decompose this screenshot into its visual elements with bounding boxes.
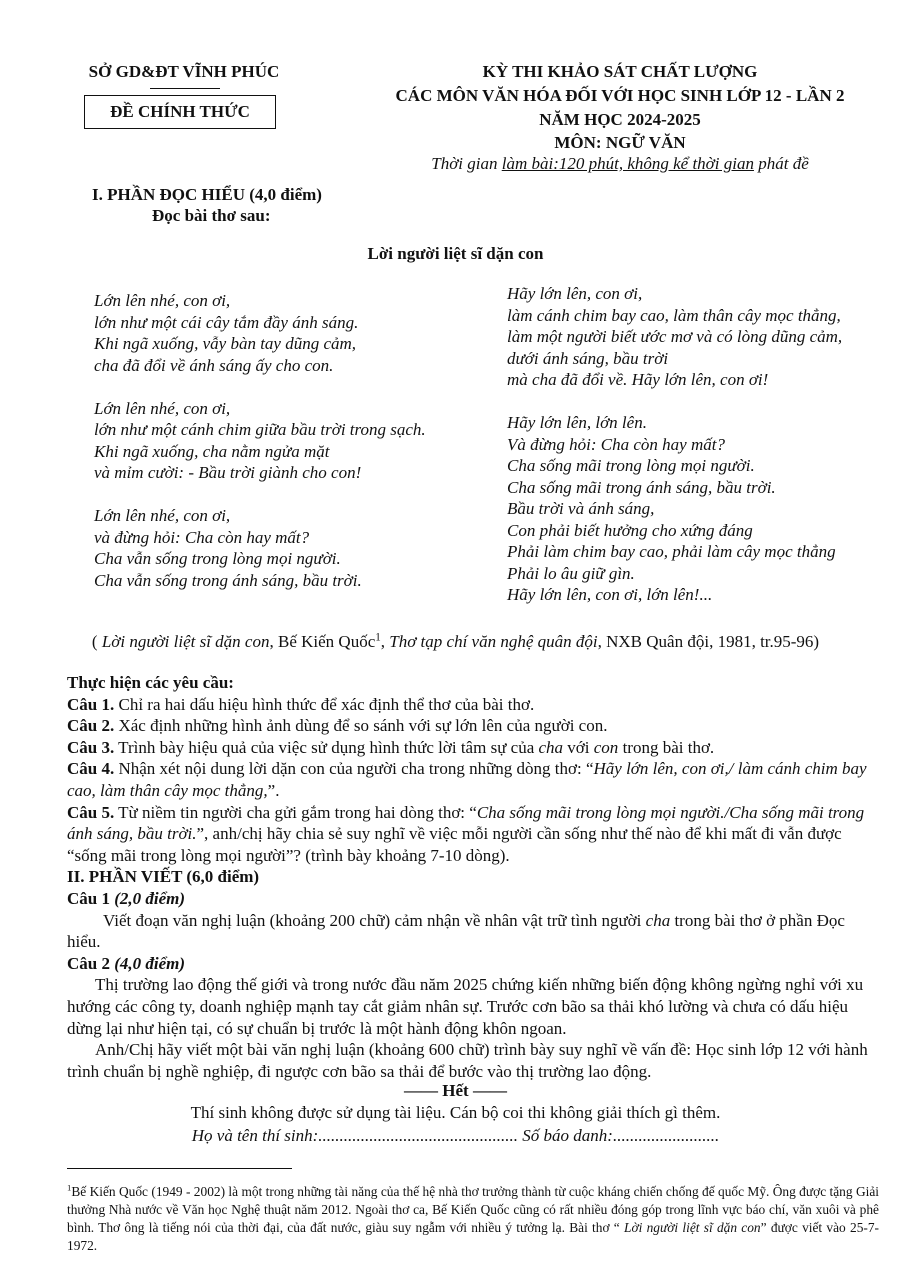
exam-body bbox=[67, 672, 879, 1082]
poem-citation: ( Lời người liệt sĩ dặn con, Bế Kiến Quốc$^1$, Thơ tạp chí văn nghệ quân đội, NXB Quân đội, 1981, tr.95-96) bbox=[91, 631, 820, 651]
official-exam-label: ĐỀ CHÍNH THỨC bbox=[84, 95, 276, 129]
question-2: Câu 2. Xác định những hình ảnh dùng để so sánh với sự lớn lên của người con. bbox=[67, 716, 608, 736]
poem-line: và mỉm cười: - Bầu trời giành cho con! bbox=[94, 463, 362, 482]
poem-right-column bbox=[507, 283, 842, 606]
poem-left-column bbox=[94, 290, 426, 591]
poem-line: mà cha đã đổi về. Hãy lớn lên, con ơi! bbox=[507, 370, 769, 389]
writing-question-1: Viết đoạn văn nghị luận (khoảng 200 chữ) cảm nhận về nhân vật trữ tình người cha trong bài thơ ở phần Đọc hiểu. bbox=[67, 910, 845, 952]
writing-question-2-prompt: Anh/Chị hãy viết một bài văn nghị luận (khoảng 600 chữ) trình bày suy nghĩ về vấn đề: Học sinh lớp 12 với hành trình chuẩn bị nghề nghiệp, đi ngược cơn bão sa thải để bước vào thị trường lao động. bbox=[67, 1040, 868, 1081]
poem-line: làm cánh chim bay cao, làm thân cây mọc thẳng, bbox=[507, 305, 841, 325]
poem-line: lớn như một cánh chim giữa bầu trời trong sạch. bbox=[94, 420, 426, 439]
poem-line: Hãy lớn lên, con ơi, lớn lên!... bbox=[507, 585, 713, 604]
poem-line: Hãy lớn lên, con ơi, bbox=[507, 284, 643, 303]
poem-line: Con phải biết hưởng cho xứng đáng bbox=[507, 520, 753, 540]
section-1-heading: I. PHẦN ĐỌC HIỂU (4,0 điểm) bbox=[92, 185, 322, 204]
poem-title: Lời người liệt sĩ dặn con bbox=[367, 244, 544, 263]
stanza-gap bbox=[94, 376, 426, 398]
poem-line: dưới ánh sáng, bầu trời bbox=[507, 348, 669, 368]
question-4: Câu 4. Nhận xét nội dung lời dặn con của người cha trong những dòng thơ: “Hãy lớn lên, con ơi,/ làm cánh chim bay cao, làm thân cây mọc thẳng,”. bbox=[67, 759, 867, 800]
subject: MÔN: NGỮ VĂN bbox=[554, 133, 686, 152]
writing-question-2-label: Câu 2 (4,0 điểm) bbox=[67, 953, 186, 973]
poem-line: lớn như một cái cây tắm đầy ánh sáng. bbox=[94, 312, 359, 332]
poem-line: và đừng hỏi: Cha còn hay mất? bbox=[94, 527, 310, 547]
footnote-divider bbox=[67, 1168, 292, 1169]
writing-question-1-label: Câu 1 (2,0 điểm) bbox=[67, 888, 186, 908]
school-year: NĂM HỌC 2024-2025 bbox=[539, 110, 701, 129]
poem-line: Cha vẫn sống trong ánh sáng, bầu trời. bbox=[94, 570, 362, 590]
poem-line: Phải làm chim bay cao, phải làm cây mọc thẳng bbox=[507, 542, 836, 561]
department-name: SỞ GD&ĐT VĨNH PHÚC bbox=[88, 62, 280, 81]
writing-question-2-context: Thị trường lao động thế giới và trong nước đầu năm 2025 chứng kiến những biến động không ngừng nghỉ với xu hướng các công ty, doanh nghiệp mạnh tay cắt giảm nhân sự. Trước cơn bão sa thải khó lường và chưa có dấu hiệu dừng lại như hiện tại, có sự chuẩn bị trước là một hành động khôn ngoan. bbox=[67, 975, 864, 1038]
poem-line: Lớn lên nhé, con ơi, bbox=[94, 506, 231, 525]
poem-line: Phải lo âu giữ gìn. bbox=[507, 563, 635, 583]
question-5: Câu 5. Từ niềm tin người cha gửi gắm trong hai dòng thơ: “Cha sống mãi trong lòng mọi người./Cha sống mãi trong ánh sáng, bầu trời.”, anh/chị hãy chia sẻ suy nghĩ về việc mỗi người cần sống như thế nào để khi mất đi vẫn được “sống mãi trong lòng mọi người”? (trình bày khoảng 7-10 dòng). bbox=[67, 802, 865, 865]
poem-line: Cha vẫn sống trong lòng mọi người. bbox=[94, 549, 341, 568]
poem-line: cha đã đổi về ánh sáng ấy cho con. bbox=[94, 355, 334, 375]
footnote: $^1$Bế Kiến Quốc (1949 - 2002) là một trong những tài năng của thế hệ nhà thơ trưởng thành từ cuộc kháng chiến chống đế quốc Mỹ. Ông được tặng Giải thưởng Nhà nước về Văn học Nghệ thuật năm 2012. Ngoài thơ ca, Bế Kiến Quốc cũng có rất nhiều đóng góp trong lĩnh vực báo chí, văn xuôi và phê bình. Thơ ông là tiếng nói của thời đại, của đất nước, giàu suy ngẫm với nhiều ý tưởng lạ. Bài thơ “ Lời người liệt sĩ dặn con” được viết vào 25-7-1972. bbox=[67, 1182, 880, 1253]
question-3: Câu 3. Trình bày hiệu quả của việc sử dụng hình thức lời tâm sự của cha với con trong bài thơ. bbox=[67, 737, 715, 757]
exam-title: KỲ THI KHẢO SÁT CHẤT LƯỢNG bbox=[482, 62, 758, 81]
section-2-heading: II. PHẦN VIẾT (6,0 điểm) bbox=[67, 867, 260, 887]
stanza-gap bbox=[94, 484, 426, 506]
question-1: Câu 1. Chỉ ra hai dấu hiệu hình thức để xác định thể thơ của bài thơ. bbox=[67, 694, 535, 714]
exam-subtitle: CÁC MÔN VĂN HÓA ĐỐI VỚI HỌC SINH LỚP 12 - LẦN 2 bbox=[395, 86, 845, 105]
time-allowed: Thời gian làm bài:120 phút, không kể thời gian phát đề bbox=[431, 154, 809, 173]
poem-line: Cha sống mãi trong lòng mọi người. bbox=[507, 456, 755, 475]
poem-line: Khi ngã xuống, cha nằm ngửa mặt bbox=[94, 441, 330, 461]
end-marker: —— Hết —— bbox=[404, 1081, 507, 1100]
stanza-gap bbox=[507, 391, 842, 413]
poem-line: Lớn lên nhé, con ơi, bbox=[94, 398, 231, 418]
poem-line: làm một người biết ước mơ và có lòng dũng cảm, bbox=[507, 327, 843, 346]
requirements-heading: Thực hiện các yêu cầu: bbox=[67, 673, 234, 692]
candidate-info-line: Họ và tên thí sinh:............................................... Số báo danh:......................... bbox=[191, 1126, 720, 1145]
poem-line: Cha sống mãi trong ánh sáng, bầu trời. bbox=[507, 477, 776, 497]
poem-line: Hãy lớn lên, lớn lên. bbox=[507, 413, 647, 432]
poem-line: Lớn lên nhé, con ơi, bbox=[94, 291, 231, 310]
read-poem-instruction: Đọc bài thơ sau: bbox=[152, 206, 271, 225]
poem-line: Khi ngã xuống, vẫy bàn tay dũng cảm, bbox=[94, 334, 357, 353]
department-underline bbox=[150, 88, 220, 89]
poem-line: Và đừng hỏi: Cha còn hay mất? bbox=[507, 434, 725, 454]
exam-rules-note: Thí sinh không được sử dụng tài liệu. Cán bộ coi thi không giải thích gì thêm. bbox=[190, 1103, 721, 1122]
poem-line: Bầu trời và ánh sáng, bbox=[507, 499, 655, 518]
